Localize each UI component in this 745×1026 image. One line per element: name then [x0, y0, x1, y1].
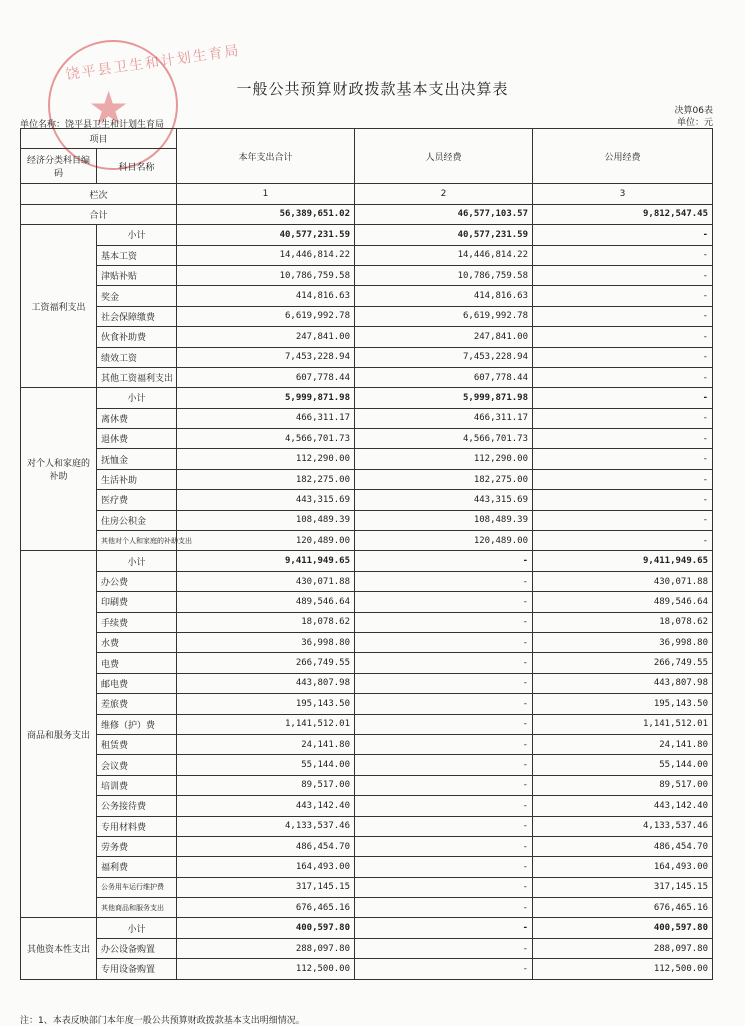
table-body [21, 204, 713, 979]
public-cell: - [533, 367, 713, 387]
personnel-cell: 4,566,701.73 [355, 429, 533, 449]
seal-star-icon: ★ [88, 81, 130, 135]
public-cell: - [533, 449, 713, 469]
category-cell: 工资福利支出 [21, 225, 97, 388]
personnel-cell: - [355, 898, 533, 918]
subject-name-cell: 生活补助 [97, 469, 177, 489]
subject-name-cell: 其他对个人和家庭的补助支出 [97, 531, 177, 551]
public-cell: 55,144.00 [533, 755, 713, 775]
table-row [21, 245, 713, 265]
personnel-cell: - [355, 816, 533, 836]
personnel-cell: 5,999,871.98 [355, 388, 533, 408]
table-row [21, 265, 713, 285]
table-row [21, 714, 713, 734]
table-row [21, 734, 713, 754]
personnel-cell: - [355, 938, 533, 958]
personnel-cell: 10,786,759.58 [355, 265, 533, 285]
personnel-cell: - [355, 612, 533, 632]
personnel-cell: 466,311.17 [355, 408, 533, 428]
table-row [21, 877, 713, 897]
subject-name-cell: 公务用车运行维护费 [97, 877, 177, 897]
total-cell: 247,841.00 [177, 327, 355, 347]
table-row [21, 306, 713, 326]
header-col-1: 1 [177, 184, 355, 204]
table-row [21, 347, 713, 367]
personnel-cell: 7,453,228.94 [355, 347, 533, 367]
personnel-cell: - [355, 694, 533, 714]
subject-name-cell: 公务接待费 [97, 796, 177, 816]
subject-name-cell: 小计 [97, 918, 177, 938]
table-row [21, 286, 713, 306]
public-cell: - [533, 265, 713, 285]
personnel-cell: - [355, 796, 533, 816]
total-cell: 18,078.62 [177, 612, 355, 632]
header-personnel: 人员经费 [355, 129, 533, 184]
subject-name-cell: 小计 [97, 388, 177, 408]
public-cell: - [533, 347, 713, 367]
report-ref-number: 决算06表 [674, 106, 713, 116]
public-cell: 489,546.64 [533, 592, 713, 612]
subject-name-cell: 劳务费 [97, 836, 177, 856]
subject-name-cell: 绩效工资 [97, 347, 177, 367]
total-cell: 430,071.88 [177, 571, 355, 591]
public-cell: - [533, 510, 713, 530]
public-cell: - [533, 286, 713, 306]
currency-unit: 单位：元 [676, 118, 713, 128]
header-col-2: 2 [355, 184, 533, 204]
report-title: 一般公共预算财政拨款基本支出决算表 [236, 80, 509, 98]
subject-name-cell: 奖金 [97, 286, 177, 306]
public-cell: - [533, 245, 713, 265]
footnote: 注：1、本表反映部门本年度一般公共预算财政拨款基本支出明细情况。 [20, 1016, 305, 1026]
subject-name-cell: 印刷费 [97, 592, 177, 612]
total-cell: 164,493.00 [177, 857, 355, 877]
total-cell: 5,999,871.98 [177, 388, 355, 408]
public-cell: - [533, 327, 713, 347]
total-cell: 24,141.80 [177, 734, 355, 754]
personnel-cell: - [355, 857, 533, 877]
total-cell: 1,141,512.01 [177, 714, 355, 734]
public-cell: - [533, 531, 713, 551]
personnel-cell: 108,489.39 [355, 510, 533, 530]
header-col-3: 3 [533, 184, 713, 204]
total-cell: 414,816.63 [177, 286, 355, 306]
total-row-label: 合计 [21, 204, 177, 224]
total-cell: 36,998.80 [177, 632, 355, 652]
table-row [21, 490, 713, 510]
table-row [21, 694, 713, 714]
total-cell: 55,144.00 [177, 755, 355, 775]
public-cell: - [533, 388, 713, 408]
public-cell: 89,517.00 [533, 775, 713, 795]
personnel-cell: - [355, 632, 533, 652]
personnel-cell: - [355, 571, 533, 591]
total-cell: 4,133,537.46 [177, 816, 355, 836]
table-row [21, 469, 713, 489]
table-row [21, 898, 713, 918]
subject-name-cell: 抚恤金 [97, 449, 177, 469]
public-cell: - [533, 490, 713, 510]
header-public: 公用经费 [533, 129, 713, 184]
total-cell: 489,546.64 [177, 592, 355, 612]
header-column-no: 栏次 [21, 184, 177, 204]
subject-name-cell: 津贴补贴 [97, 265, 177, 285]
personnel-cell: 112,290.00 [355, 449, 533, 469]
table-row [21, 449, 713, 469]
public-cell: 676,465.16 [533, 898, 713, 918]
total-cell: 9,411,949.65 [177, 551, 355, 571]
total-cell: 112,500.00 [177, 959, 355, 979]
subject-name-cell: 水费 [97, 632, 177, 652]
total-cell: 4,566,701.73 [177, 429, 355, 449]
personnel-cell: - [355, 714, 533, 734]
total-row [21, 204, 713, 224]
table-row [21, 632, 713, 652]
public-cell: 4,133,537.46 [533, 816, 713, 836]
subject-name-cell: 住房公积金 [97, 510, 177, 530]
public-cell: 112,500.00 [533, 959, 713, 979]
expenditure-table [20, 128, 713, 980]
personnel-cell: 120,489.00 [355, 531, 533, 551]
subtotal-row [21, 388, 713, 408]
table-row [21, 938, 713, 958]
personnel-cell: - [355, 836, 533, 856]
total-cell: 266,749.55 [177, 653, 355, 673]
subject-name-cell: 福利费 [97, 857, 177, 877]
personnel-cell: - [355, 918, 533, 938]
subject-name-cell: 电费 [97, 653, 177, 673]
table-row [21, 571, 713, 591]
table-row [21, 327, 713, 347]
public-cell: - [533, 225, 713, 245]
subject-name-cell: 退休费 [97, 429, 177, 449]
public-cell: 317,145.15 [533, 877, 713, 897]
total-cell: 89,517.00 [177, 775, 355, 795]
personnel-cell: 607,778.44 [355, 367, 533, 387]
header-item: 项目 [21, 129, 177, 149]
public-cell: 1,141,512.01 [533, 714, 713, 734]
total-cell: 195,143.50 [177, 694, 355, 714]
personnel-cell: - [355, 877, 533, 897]
subject-name-cell: 基本工资 [97, 245, 177, 265]
total-cell: 40,577,231.59 [177, 225, 355, 245]
public-cell: 400,597.80 [533, 918, 713, 938]
personnel-cell: 14,446,814.22 [355, 245, 533, 265]
subtotal-row [21, 918, 713, 938]
total-cell: 443,142.40 [177, 796, 355, 816]
public-cell: 288,097.80 [533, 938, 713, 958]
total-cell: 182,275.00 [177, 469, 355, 489]
seal-text: 饶平县卫生和计划生育局 [64, 42, 242, 84]
public-cell: 36,998.80 [533, 632, 713, 652]
personnel-cell: - [355, 653, 533, 673]
header-total: 本年支出合计 [177, 129, 355, 184]
public-cell: - [533, 469, 713, 489]
total-cell: 112,290.00 [177, 449, 355, 469]
subject-name-cell: 小计 [97, 551, 177, 571]
subject-name-cell: 离休费 [97, 408, 177, 428]
table-row [21, 612, 713, 632]
public-cell: 24,141.80 [533, 734, 713, 754]
subject-name-cell: 办公费 [97, 571, 177, 591]
total-cell: 6,619,992.78 [177, 306, 355, 326]
table-row [21, 510, 713, 530]
subject-name-cell: 医疗费 [97, 490, 177, 510]
table-row [21, 796, 713, 816]
subject-name-cell: 办公设备购置 [97, 938, 177, 958]
total-cell: 443,807.98 [177, 673, 355, 693]
total-cell: 10,786,759.58 [177, 265, 355, 285]
public-cell: 443,807.98 [533, 673, 713, 693]
subject-name-cell: 社会保障缴费 [97, 306, 177, 326]
table-row [21, 673, 713, 693]
public-cell: 195,143.50 [533, 694, 713, 714]
table-row [21, 836, 713, 856]
public-cell: 18,078.62 [533, 612, 713, 632]
table-row [21, 408, 713, 428]
public-cell: 486,454.70 [533, 836, 713, 856]
total-cell: 317,145.15 [177, 877, 355, 897]
subject-name-cell: 其他工资福利支出 [97, 367, 177, 387]
public-cell: 9,411,949.65 [533, 551, 713, 571]
subject-name-cell: 维修（护）费 [97, 714, 177, 734]
subject-name-cell: 差旅费 [97, 694, 177, 714]
total-row-total: 56,389,651.02 [177, 204, 355, 224]
total-row-personnel: 46,577,103.57 [355, 204, 533, 224]
table-row [21, 653, 713, 673]
category-cell: 其他资本性支出 [21, 918, 97, 979]
subject-name-cell: 专用材料费 [97, 816, 177, 836]
subject-name-cell: 其他商品和服务支出 [97, 898, 177, 918]
category-cell: 商品和服务支出 [21, 551, 97, 918]
personnel-cell: - [355, 734, 533, 754]
category-cell: 对个人和家庭的补助 [21, 388, 97, 551]
total-cell: 288,097.80 [177, 938, 355, 958]
public-cell: 430,071.88 [533, 571, 713, 591]
public-cell: - [533, 408, 713, 428]
total-cell: 486,454.70 [177, 836, 355, 856]
subtotal-row [21, 225, 713, 245]
table-row [21, 531, 713, 551]
subtotal-row [21, 551, 713, 571]
total-cell: 676,465.16 [177, 898, 355, 918]
personnel-cell: - [355, 959, 533, 979]
personnel-cell: - [355, 673, 533, 693]
public-cell: - [533, 429, 713, 449]
total-cell: 443,315.69 [177, 490, 355, 510]
personnel-cell: 443,315.69 [355, 490, 533, 510]
personnel-cell: 182,275.00 [355, 469, 533, 489]
total-cell: 120,489.00 [177, 531, 355, 551]
personnel-cell: 40,577,231.59 [355, 225, 533, 245]
public-cell: 164,493.00 [533, 857, 713, 877]
subject-name-cell: 培训费 [97, 775, 177, 795]
personnel-cell: 414,816.63 [355, 286, 533, 306]
total-cell: 466,311.17 [177, 408, 355, 428]
personnel-cell: 6,619,992.78 [355, 306, 533, 326]
personnel-cell: - [355, 775, 533, 795]
personnel-cell: - [355, 551, 533, 571]
personnel-cell: 247,841.00 [355, 327, 533, 347]
total-cell: 14,446,814.22 [177, 245, 355, 265]
table-row [21, 857, 713, 877]
header-subject-name: 科目名称 [97, 149, 177, 184]
subject-name-cell: 伙食补助费 [97, 327, 177, 347]
table-row [21, 367, 713, 387]
table-row [21, 775, 713, 795]
personnel-cell: - [355, 755, 533, 775]
header-econ-code: 经济分类科目编码 [21, 149, 97, 184]
personnel-cell: - [355, 592, 533, 612]
public-cell: 266,749.55 [533, 653, 713, 673]
table-row [21, 592, 713, 612]
total-cell: 108,489.39 [177, 510, 355, 530]
subject-name-cell: 租赁费 [97, 734, 177, 754]
total-cell: 400,597.80 [177, 918, 355, 938]
public-cell: - [533, 306, 713, 326]
subject-name-cell: 会议费 [97, 755, 177, 775]
department-name: 单位名称：饶平县卫生和计划生育局 [20, 120, 165, 130]
subject-name-cell: 手续费 [97, 612, 177, 632]
table-row [21, 429, 713, 449]
table-row [21, 755, 713, 775]
subject-name-cell: 专用设备购置 [97, 959, 177, 979]
table-row [21, 959, 713, 979]
total-cell: 607,778.44 [177, 367, 355, 387]
total-row-public: 9,812,547.45 [533, 204, 713, 224]
public-cell: 443,142.40 [533, 796, 713, 816]
subject-name-cell: 邮电费 [97, 673, 177, 693]
table-row [21, 816, 713, 836]
total-cell: 7,453,228.94 [177, 347, 355, 367]
subject-name-cell: 小计 [97, 225, 177, 245]
